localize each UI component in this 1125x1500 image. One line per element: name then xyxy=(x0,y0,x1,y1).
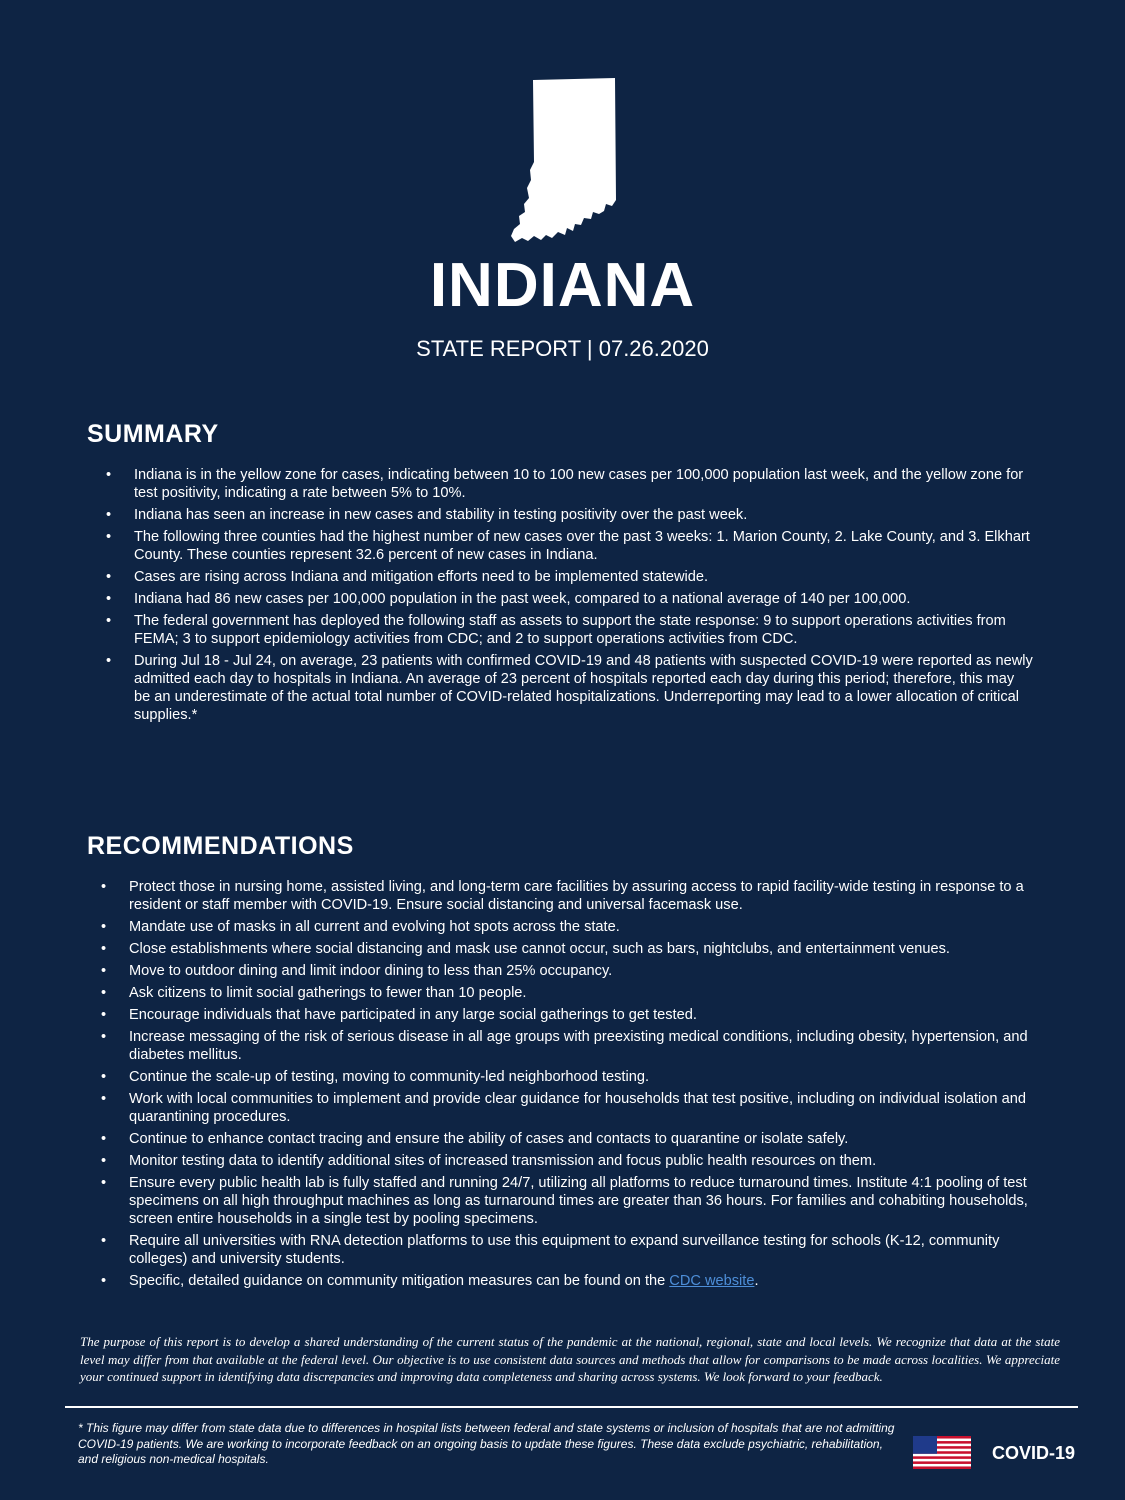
recommendation-text: Protect those in nursing home, assisted living, and long-term care facilities by assuring access to rapid facility-wide testing in response to a resident or staff member with COVID-19. Ensure social distancing and universal facemask use. xyxy=(129,879,1024,913)
covid-19-label: COVID-19 xyxy=(992,1443,1076,1463)
list-item xyxy=(101,1028,1029,1064)
list-item xyxy=(101,1272,1029,1290)
list-item xyxy=(106,590,1034,608)
bullet: • xyxy=(101,1131,107,1147)
bullet: • xyxy=(101,1233,107,1249)
bullet: • xyxy=(106,613,112,629)
bullet: • xyxy=(101,1091,107,1107)
list-item xyxy=(101,940,1029,958)
bullet: • xyxy=(106,591,112,607)
bullet: • xyxy=(101,879,107,895)
cdc-website-link[interactable]: CDC website xyxy=(669,1273,755,1289)
list-item xyxy=(101,1232,1029,1268)
recommendation-text: Continue the scale-up of testing, moving to community-led neighborhood testing. xyxy=(129,1069,650,1085)
bullet: • xyxy=(101,1069,107,1085)
list-item xyxy=(101,1068,1029,1086)
report-subtitle: STATE REPORT | 07.26.2020 xyxy=(416,336,709,361)
bullet: • xyxy=(101,941,107,957)
recommendation-text: Require all universities with RNA detection platforms to use this equipment to expand surveillance testing for schools (K-12, community colleges) and university students. xyxy=(129,1233,1000,1267)
list-item xyxy=(101,1152,1029,1170)
list-item xyxy=(106,612,1034,648)
summary-item-text: The following three counties had the highest number of new cases over the past 3 weeks: 1. Marion County, 2. Lake County, and 3. Elkhart County. These counties represent 32.6 percent of new cases in Indiana. xyxy=(134,529,1030,563)
list-item xyxy=(106,568,1034,586)
us-flag-icon xyxy=(913,1436,971,1469)
recommendation-text-suffix: . xyxy=(754,1273,759,1289)
list-item xyxy=(101,984,1029,1002)
indiana-map-icon xyxy=(505,78,620,243)
bullet: • xyxy=(101,1029,107,1045)
bullet: • xyxy=(101,963,107,979)
recommendation-text: Encourage individuals that have participated in any large social gatherings to get tested. xyxy=(129,1007,697,1023)
recommendation-text: Continue to enhance contact tracing and ensure the ability of cases and contacts to quarantine or isolate safely. xyxy=(129,1131,849,1147)
list-item xyxy=(101,1130,1029,1148)
recommendation-text: Increase messaging of the risk of serious disease in all age groups with preexisting medical conditions, including obesity, hypertension, and diabetes mellitus. xyxy=(129,1029,1028,1063)
summary-list xyxy=(106,466,1034,728)
bullet: • xyxy=(101,919,107,935)
page-title: INDIANA xyxy=(429,251,696,320)
summary-item-text: During Jul 18 - Jul 24, on average, 23 patients with confirmed COVID-19 and 48 patients with suspected COVID-19 were reported as newly admitted each day to hospitals in Indiana. An average of 23 percent of hospitals reported each day during this period; therefore, this may be an underestimate of the actual total number of COVID-related hospitalizations. Underreporting may lead to a lower allocation of critical supplies.* xyxy=(134,653,1033,723)
recommendation-text: Ask citizens to limit social gatherings to fewer than 10 people. xyxy=(129,985,527,1001)
purpose-statement: The purpose of this report is to develop a shared understanding of the current status of the pandemic at the national, regional, state and local levels. We recognize that data at the state level may differ from that available at the federal level. Our objective is to use consistent data sources and methods that allow for comparisons to be made across localities. We appreciate your continued support in identifying data discrepancies and improving data completeness and sharing across systems. We look forward to your feedback. xyxy=(80,1334,1060,1384)
list-item xyxy=(101,918,1029,936)
recommendations-heading: RECOMMENDATIONS xyxy=(87,832,354,860)
recommendation-text: Ensure every public health lab is fully staffed and running 24/7, utilizing all platforms to reduce turnaround times. Institute 4:1 pooling of test specimens on all high throughput machines as long as turnaround times are greater than 36 hours. For families and cohabiting households, screen entire households in a single test by pooling specimens. xyxy=(129,1175,1028,1227)
footnote: * This figure may differ from state data due to differences in hospital lists between federal and state systems or inclusion of hospitals that are not admitting COVID-19 patients. We are working to incorporate feedback on an ongoing basis to update these figures. These data exclude psychiatric, rehabilitation, and religious non-medical hospitals. xyxy=(78,1421,895,1466)
bullet: • xyxy=(106,507,112,523)
summary-heading: SUMMARY xyxy=(87,420,219,448)
bullet: • xyxy=(101,1175,107,1191)
list-item xyxy=(106,652,1034,724)
summary-item-text: Indiana had 86 new cases per 100,000 population in the past week, compared to a national average of 140 per 100,000. xyxy=(134,591,911,607)
recommendation-text: Specific, detailed guidance on community mitigation measures can be found on the xyxy=(129,1273,670,1289)
recommendation-text: Mandate use of masks in all current and evolving hot spots across the state. xyxy=(129,919,620,935)
list-item xyxy=(106,528,1034,564)
list-item xyxy=(101,878,1029,914)
bullet: • xyxy=(101,1153,107,1169)
summary-item-text: Indiana has seen an increase in new cases and stability in testing positivity over the past week. xyxy=(134,507,748,523)
recommendations-list xyxy=(101,878,1029,1294)
summary-item-text: The federal government has deployed the following staff as assets to support the state response: 9 to support operations activities from FEMA; 3 to support epidemiology activities from CDC; and 2 to support operations activities from CDC. xyxy=(134,613,1006,647)
recommendation-text: Monitor testing data to identify additional sites of increased transmission and focus public health resources on them. xyxy=(129,1153,877,1169)
summary-item-text: Indiana is in the yellow zone for cases, indicating between 10 to 100 new cases per 100,000 population last week, and the yellow zone for test positivity, indicating a rate between 5% to 10%. xyxy=(134,467,1024,501)
summary-item-text: Cases are rising across Indiana and mitigation efforts need to be implemented statewide. xyxy=(134,569,709,585)
list-item xyxy=(101,1090,1029,1126)
bullet: • xyxy=(101,985,107,1001)
bullet: • xyxy=(106,653,112,669)
list-item xyxy=(101,962,1029,980)
bullet: • xyxy=(106,529,112,545)
list-item xyxy=(101,1006,1029,1024)
list-item xyxy=(106,466,1034,502)
recommendation-text: Move to outdoor dining and limit indoor dining to less than 25% occupancy. xyxy=(129,963,613,979)
recommendation-text: Work with local communities to implement and provide clear guidance for households that test positive, including on individual isolation and quarantining procedures. xyxy=(129,1091,1026,1125)
list-item xyxy=(101,1174,1029,1228)
bullet: • xyxy=(101,1007,107,1023)
bullet: • xyxy=(106,569,112,585)
bullet: • xyxy=(106,467,112,483)
bullet: • xyxy=(101,1273,107,1289)
recommendation-text: Close establishments where social distancing and mask use cannot occur, such as bars, nightclubs, and entertainment venues. xyxy=(129,941,950,957)
list-item xyxy=(106,506,1034,524)
footer-divider xyxy=(65,1406,1078,1408)
